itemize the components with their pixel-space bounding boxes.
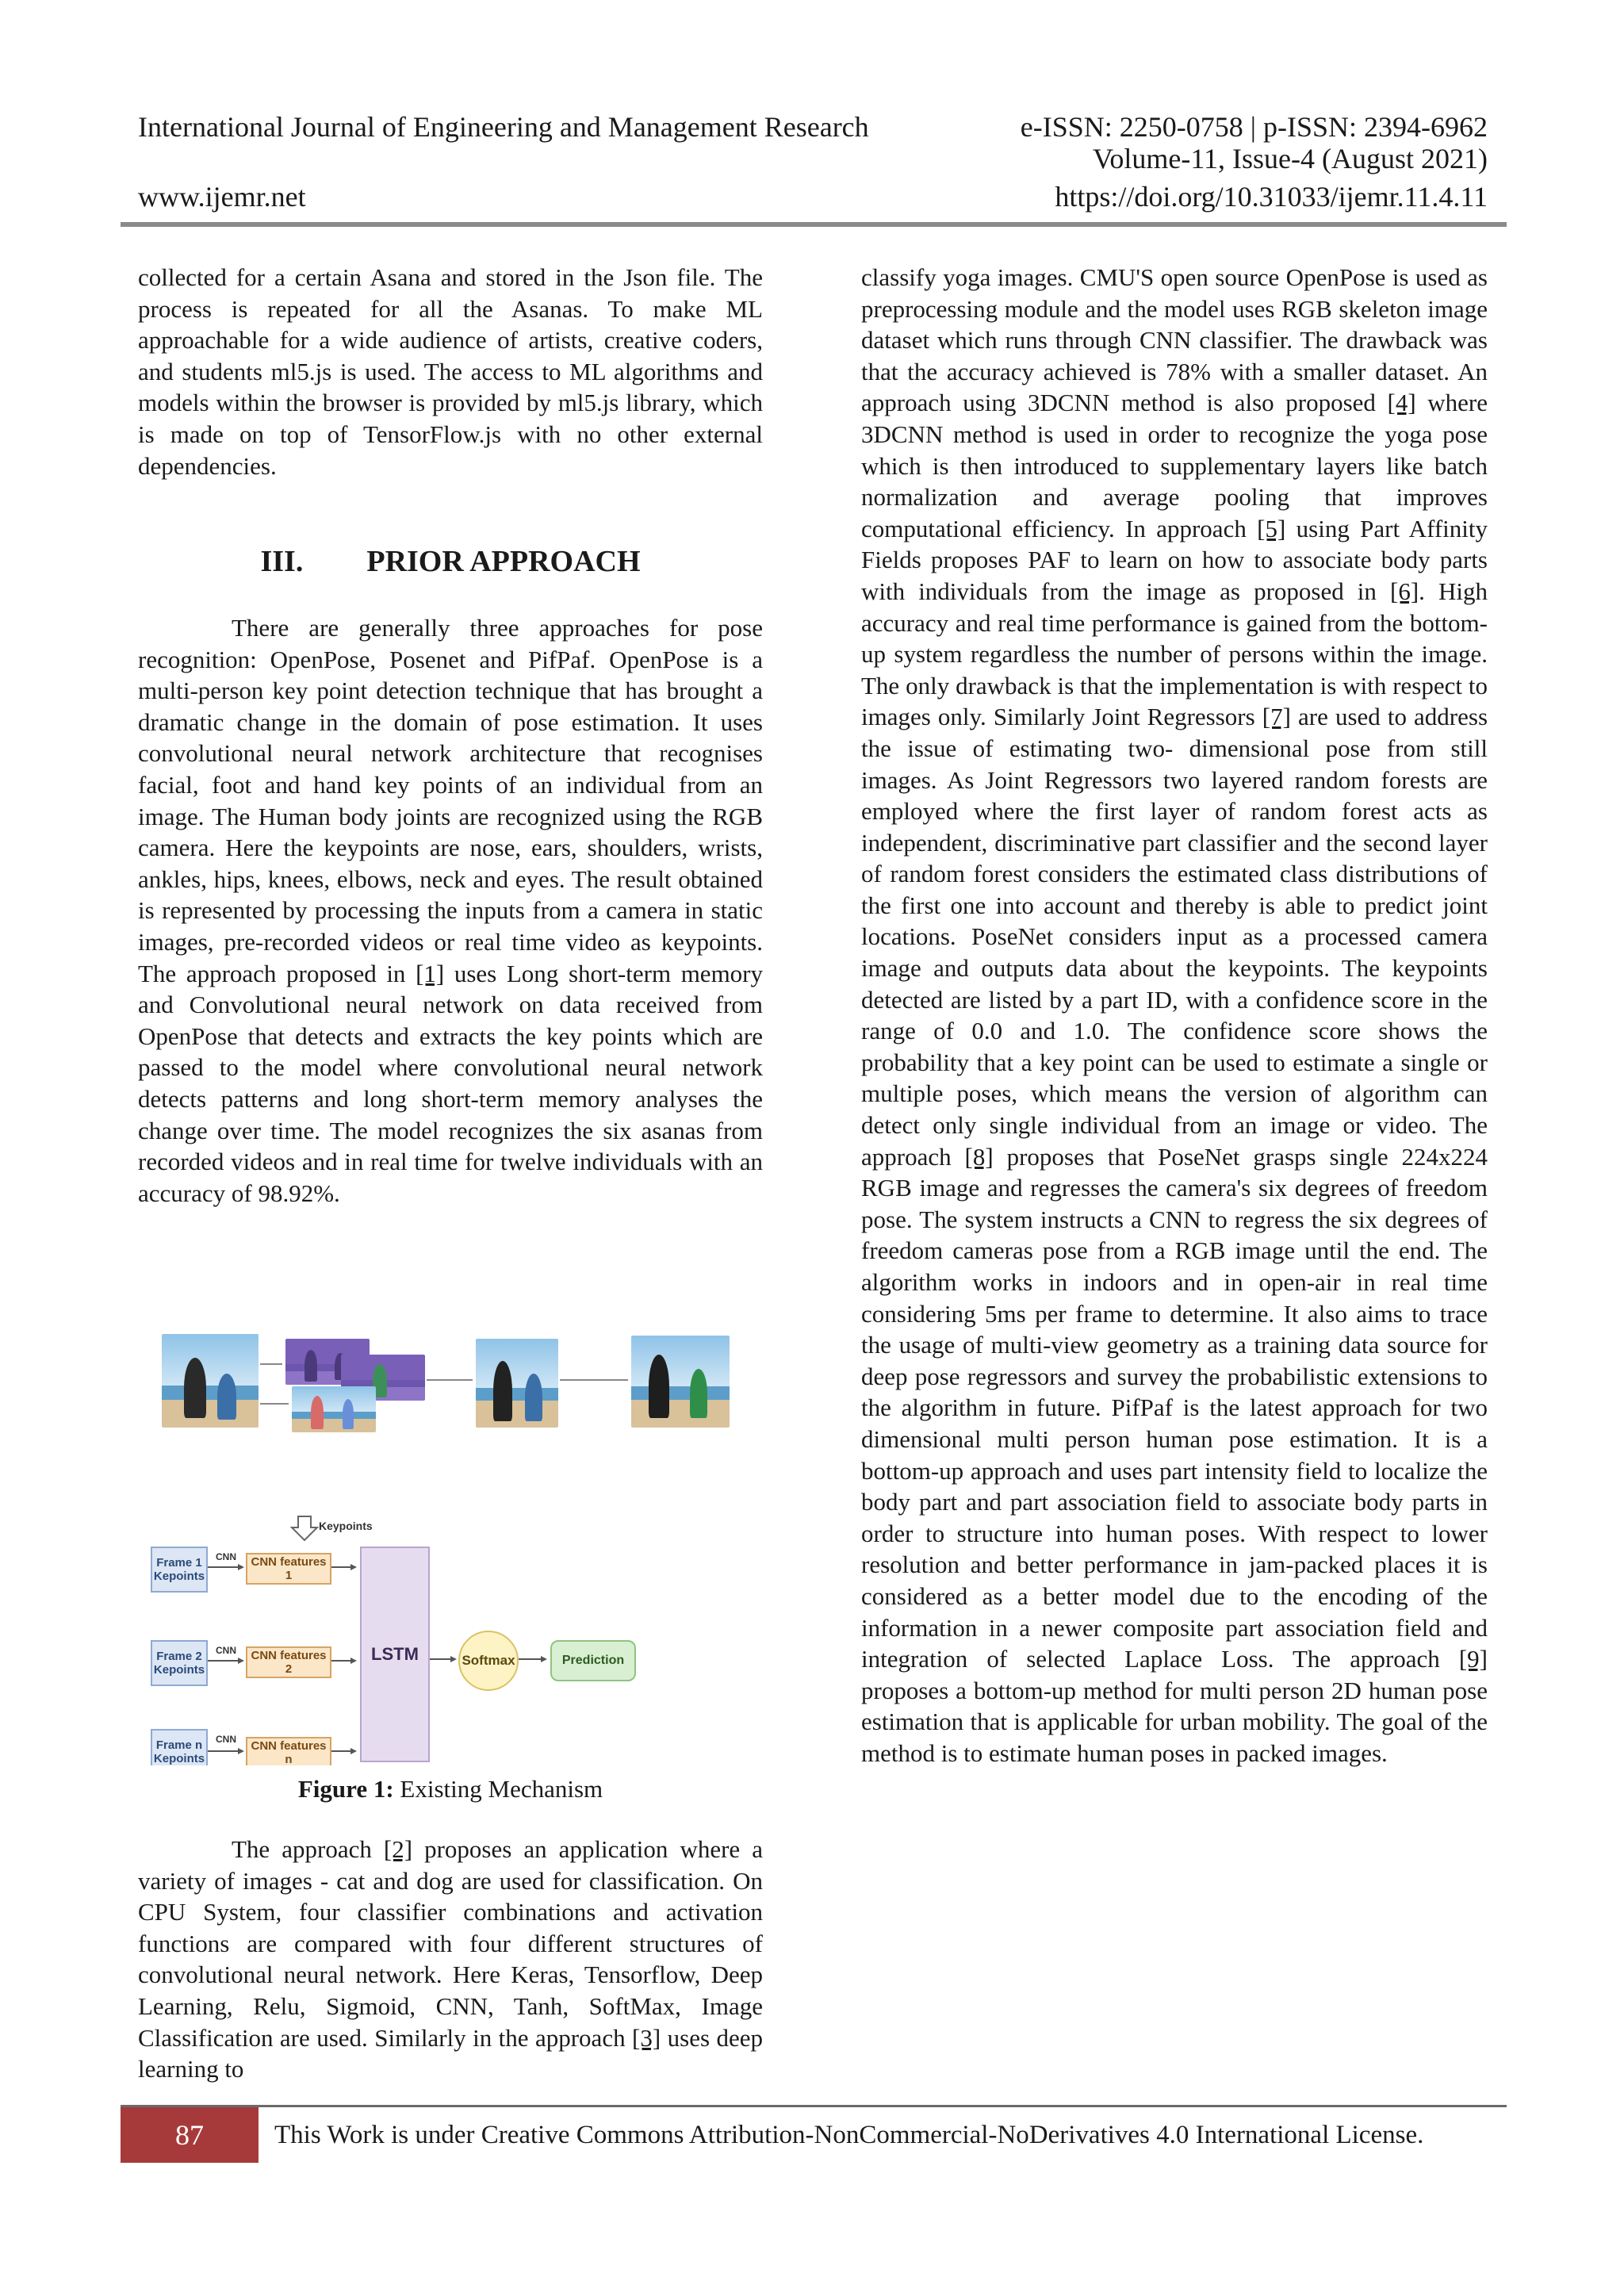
cnn-label-1: CNN <box>216 1551 236 1562</box>
prior-approach-paragraph <box>138 612 763 1209</box>
right-text-7: proposes a bottom-up method for multi person 2D human pose estimation that is applicable for urban mobility. The goal of the method is to estimate human poses in packed images. <box>861 1676 1488 1767</box>
journal-title: International Journal of Engineering and Management Research <box>138 111 869 143</box>
citation-link-7[interactable]: [7] <box>1262 703 1291 731</box>
prior-text-a: There are generally three approaches for pose recognition: OpenPose, Posenet and PifPaf. OpenPose is a multi-person key point detection technique that has brought a dramatic change in the domain of pose estimation. It uses convolutional neural network architecture that recognises facial, foot and hand key points of an individual from an image. The Human body joints are recognized using the RGB camera. Here the keypoints are nose, ears, shoulders, wrists, ankles, hips, knees, elbows, neck and eyes. The result obtained is represented by processing the inputs from a camera in static images, pre-recorded videos or real time video as keypoints. The approach proposed in <box>138 614 763 987</box>
right-text-2: where 3DCNN method is used in order to recognize the yoga pose which is then introduced to supplementary layers like batch normalization and average pooling that improves computational efficiency. In approach <box>861 389 1488 542</box>
figure-caption <box>138 1773 763 1805</box>
volume-info: Volume-11, Issue-4 (August 2021) <box>1093 143 1488 174</box>
lstm-box: LSTM <box>360 1547 430 1762</box>
figure-label: Figure 1: <box>297 1775 394 1803</box>
figure-arrows <box>140 1332 763 1765</box>
bottom-text-b: proposes an application where a variety of images - cat and dog are used for classification. On CPU System, four classifier combinations and activation functions are compared with four different structures of convolutional neural network. Here Keras, Tensorflow, Deep Learning, Relu, Sigmoid, CNN, Tanh, SoftMax, Image Classification are used. Similarly in the approach <box>138 1835 764 2052</box>
license-notice: This Work is under Creative Commons Attribution-NonCommercial-NoDerivatives 4.0 International License. <box>274 2121 1424 2149</box>
frame-n-box: Frame n Kepoints <box>151 1729 208 1765</box>
section-title: PRIOR APPROACH <box>366 545 641 578</box>
right-column <box>861 262 1488 1769</box>
bottom-text-a: The approach <box>232 1835 384 1863</box>
right-column-paragraph <box>861 262 1488 1769</box>
citation-link-6[interactable]: [6] <box>1390 577 1419 605</box>
left-column-bottom <box>138 1834 763 2085</box>
citation-link-4[interactable]: [4] <box>1387 389 1416 417</box>
header-rule <box>121 222 1507 227</box>
doi-link[interactable]: https://doi.org/10.31033/ijemr.11.4.11 <box>1055 181 1488 213</box>
footer-rule <box>121 2105 1507 2107</box>
cnn-features-2-box: CNN features 2 <box>246 1646 331 1678</box>
approach-2-paragraph <box>138 1834 763 2085</box>
figure-existing-mechanism <box>140 1332 763 1765</box>
right-text-6: proposes that PoseNet grasps single 224x224 RGB image and regresses the camera's six degrees of freedom pose. The system instructs a CNN to regress the six degrees of freedom cameras pose from a RGB image until the end. The algorithm works in indoors and in open-air in real time considering 5ms per frame to determine. It also aims to trace the usage of multi-view geometry as a training data source for deep pose regressors and survey the probabilistic extensions to the algorithm in future. PifPaf is the latest approach for two dimensional multi person human pose estimation. It is a bottom-up approach and uses part intensity field to localize the body part and part association field to associate body parts in order to structure into human poses. With respect to lower resolution and better performance in jam-packed places it is considered as a better model due to the encoding of the information in a newer composite part association field and integration of selected Laplace Loss. The approach <box>861 1142 1488 1673</box>
prediction-box: Prediction <box>550 1640 636 1681</box>
section-number: III. <box>260 545 304 578</box>
right-text-4: . High accuracy and real time performance is gained from the bottom-up system regardless the number of persons within the image. The only drawback is that the implementation is with respect to images only. Similarly Joint Regressors <box>861 577 1488 731</box>
journal-website[interactable]: www.ijemr.net <box>138 181 306 213</box>
left-column-intro <box>138 262 763 481</box>
left-column-prior <box>138 612 763 1209</box>
keypoints-label: Keypoints <box>319 1520 373 1532</box>
citation-link-8[interactable]: [8] <box>964 1142 994 1171</box>
citation-link-9[interactable]: [9] <box>1458 1645 1488 1673</box>
cnn-features-n-box: CNN features n <box>246 1737 331 1765</box>
cnn-features-1-box: CNN features 1 <box>246 1553 331 1585</box>
right-text-5: are used to address the issue of estimating two- dimensional pose from still images. As Joint Regressors two layered random forests are employed where the first layer of random forest acts as independent, discriminative part classifier and the second layer of random forest considers the estimated class distributions of the first one into account and thereby is able to predict joint locations. PoseNet considers input as a processed camera image and outputs data about the keypoints. The keypoints detected are listed by a part ID, with a confidence score in the range of 0.0 and 1.0. The confidence score shows the probability that a key point can be used to estimate a single or multiple poses, which means the version of algorithm can detect only single individual from an image or video. The approach <box>861 703 1488 1171</box>
cnn-label-2: CNN <box>216 1645 236 1656</box>
figure-caption-text: Existing Mechanism <box>393 1775 603 1803</box>
cnn-label-n: CNN <box>216 1734 236 1745</box>
frame-1-box: Frame 1 Kepoints <box>151 1547 208 1593</box>
right-text-1: classify yoga images. CMU'S open source OpenPose is used as preprocessing module and the model uses RGB skeleton image dataset which runs through CNN classifier. The drawback was that the accuracy achieved is 78% with a smaller dataset. An approach using 3DCNN method is also proposed <box>861 263 1488 417</box>
right-text-3: using Part Affinity Fields proposes PAF to learn on how to associate body parts with individuals from the image as proposed in <box>861 514 1488 605</box>
citation-link-5[interactable]: [5] <box>1257 514 1286 542</box>
citation-link-3[interactable]: [3] <box>632 2023 661 2052</box>
page-number: 87 <box>121 2107 259 2163</box>
citation-link-1[interactable]: [1] <box>416 959 445 987</box>
section-heading <box>138 544 763 579</box>
frame-2-box: Frame 2 Kepoints <box>151 1640 208 1686</box>
softmax-node: Softmax <box>458 1631 519 1691</box>
issn-info: e-ISSN: 2250-0758 | p-ISSN: 2394-6962 <box>1020 111 1488 143</box>
intro-paragraph: collected for a certain Asana and stored in the Json file. The process is repeated for all the Asanas. To make ML approachable for a wide audience of artists, creative coders, and students ml5.js is used. The access to ML algorithms and models within the browser is provided by ml5.js library, which is made on top of TensorFlow.js with no other external dependencies. <box>138 263 763 480</box>
prior-text-b: uses Long short-term memory and Convolutional neural network on data received from OpenPose that detects and extracts the key points which are passed to the model where convolutional neural network detects patterns and long short-term memory analyses the change over time. The model recognizes the six asanas from recorded videos and in real time for twelve individuals with an accuracy of 98.92%. <box>138 959 764 1207</box>
citation-link-2[interactable]: [2] <box>383 1835 413 1863</box>
bottom-text-c: uses deep learning to <box>138 2023 763 2083</box>
